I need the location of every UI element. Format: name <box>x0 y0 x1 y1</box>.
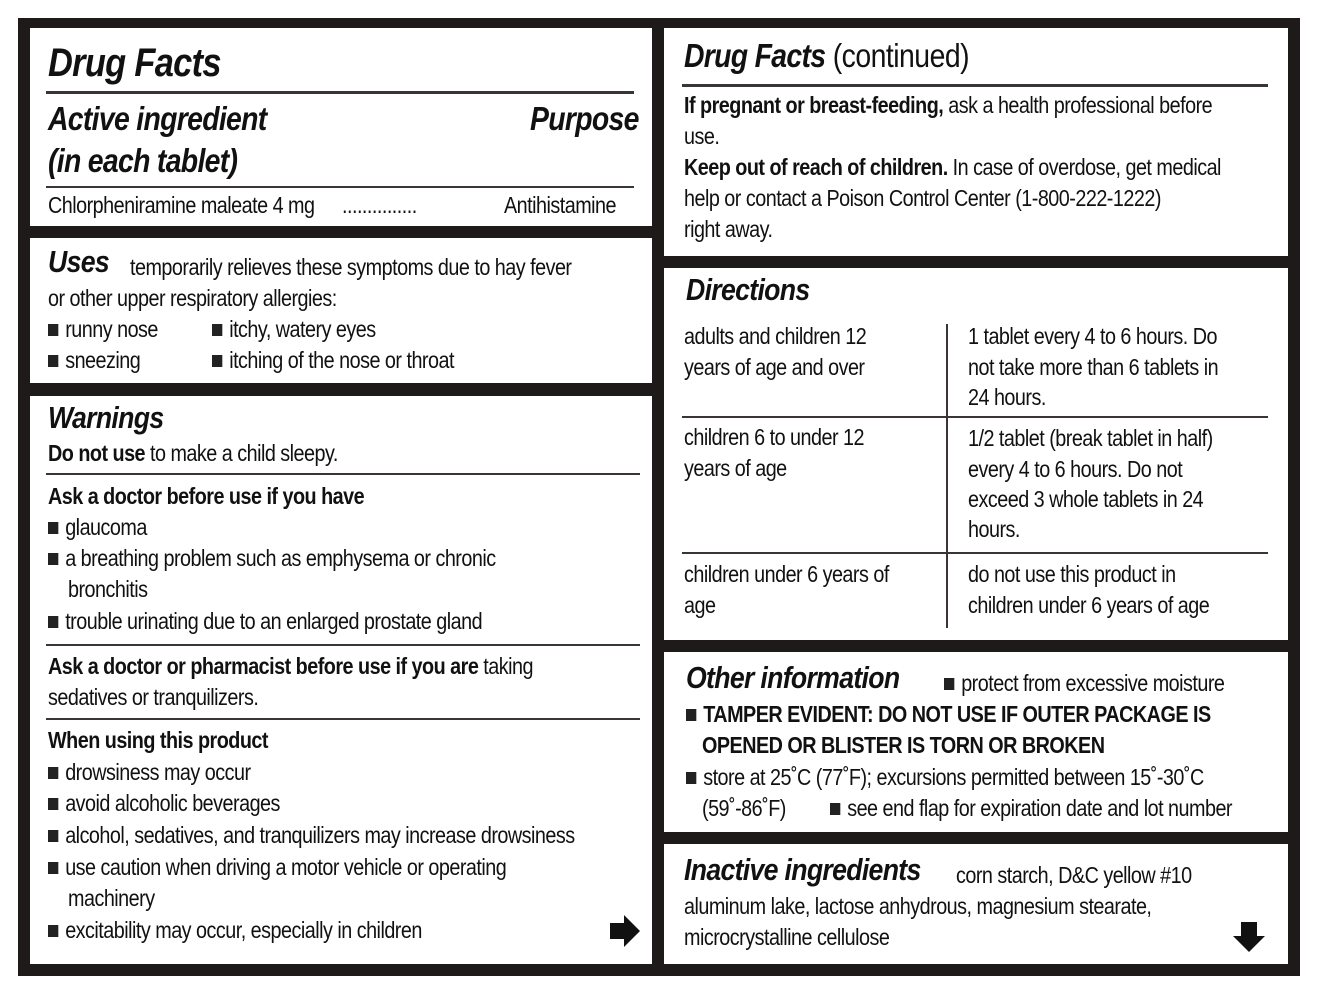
divider <box>46 644 640 646</box>
do-not-use: Do not use to make a child sleepy. <box>48 440 338 466</box>
keep-out-warning: Keep out of reach of children. In case of overdose, get medical <box>684 154 1221 180</box>
list-item: store at 25˚C (77˚F); excursions permitted between 15˚-30˚C <box>686 762 1204 793</box>
table-cell: not take more than 6 tablets in <box>968 354 1219 380</box>
table-cell: years of age and over <box>684 354 865 380</box>
list-item: TAMPER EVIDENT: DO NOT USE IF OUTER PACKAGE IS <box>686 699 1211 730</box>
list-item: itchy, watery eyes <box>212 314 376 345</box>
uses-panel <box>30 238 652 383</box>
purpose-heading: Purpose <box>530 100 639 137</box>
list-item: excitability may occur, especially in children <box>48 915 422 946</box>
list-item: trouble urinating due to an enlarged prostate gland <box>48 606 482 637</box>
ingredient-name: Chlorpheniramine maleate 4 mg <box>48 192 315 218</box>
list-item: alcohol, sedatives, and tranquilizers may increase drowsiness <box>48 820 575 851</box>
square-bullet-icon <box>48 767 58 779</box>
uses-text: or other upper respiratory allergies: <box>48 285 337 311</box>
square-bullet-icon <box>48 925 58 937</box>
uses-text: temporarily relieves these symptoms due to hay fever <box>130 254 572 280</box>
table-cell: age <box>684 592 716 618</box>
table-cell: children under 6 years of age <box>968 592 1210 618</box>
ask-pharmacist: Ask a doctor or pharmacist before use if you are taking <box>48 653 533 679</box>
list-item: glaucoma <box>48 512 147 543</box>
table-cell: 1/2 tablet (break tablet in half) <box>968 425 1213 451</box>
active-ingredient-heading-note: (in each tablet) <box>48 142 238 179</box>
inactive-ingredients-heading: Inactive ingredients <box>684 852 921 887</box>
list-item-continued: OPENED OR BLISTER IS TORN OR BROKEN <box>702 732 1105 758</box>
table-cell: do not use this product in <box>968 561 1176 587</box>
other-information-panel <box>664 652 1288 832</box>
square-bullet-icon <box>212 324 222 336</box>
square-bullet-icon <box>48 616 58 628</box>
square-bullet-icon <box>830 803 840 815</box>
list-item: runny nose <box>48 314 158 345</box>
directions-heading: Directions <box>686 272 810 307</box>
inactive-ingredients-panel <box>664 844 1288 964</box>
continued-title: Drug Facts (continued) <box>684 37 970 74</box>
divider <box>682 84 1268 87</box>
table-row-divider <box>682 416 1268 418</box>
list-item-continued: (59˚-86˚F) <box>702 795 786 821</box>
square-bullet-icon <box>48 355 58 367</box>
table-cell: hours. <box>968 516 1020 542</box>
list-item: protect from excessive moisture <box>944 668 1224 699</box>
divider <box>46 186 634 188</box>
arrow-right-icon <box>608 914 642 948</box>
list-item-continued: machinery <box>68 885 155 911</box>
square-bullet-icon <box>48 553 58 565</box>
continued-panel <box>664 28 1288 256</box>
list-item: drowsiness may occur <box>48 757 251 788</box>
warnings-heading: Warnings <box>48 400 164 435</box>
table-cell: children under 6 years of <box>684 561 889 587</box>
ask-pharmacist-text: sedatives or tranquilizers. <box>48 684 259 710</box>
ask-doctor-heading: Ask a doctor before use if you have <box>48 483 365 509</box>
square-bullet-icon <box>686 709 696 721</box>
list-item: see end flap for expiration date and lot number <box>830 793 1232 824</box>
list-item: itching of the nose or throat <box>212 345 454 376</box>
pregnant-warning: If pregnant or breast-feeding, ask a health professional before <box>684 92 1213 118</box>
square-bullet-icon <box>686 772 696 784</box>
table-cell: children 6 to under 12 <box>684 424 864 450</box>
ingredient-purpose: Antihistamine <box>504 192 617 218</box>
list-item: sneezing <box>48 345 140 376</box>
table-column-divider <box>946 324 948 628</box>
when-using-heading: When using this product <box>48 727 268 753</box>
divider <box>46 718 640 720</box>
inactive-ingredients-text: corn starch, D&C yellow #10 <box>956 862 1192 888</box>
table-cell: years of age <box>684 455 787 481</box>
square-bullet-icon <box>48 522 58 534</box>
table-cell: exceed 3 whole tablets in 24 <box>968 486 1204 512</box>
table-row-divider <box>682 552 1268 554</box>
leader-dots: ............... <box>342 192 417 218</box>
list-item: avoid alcoholic beverages <box>48 788 280 819</box>
active-ingredient-panel <box>30 28 652 226</box>
keep-out-text: help or contact a Poison Control Center (1-800-222-1222) <box>684 185 1161 211</box>
table-cell: adults and children 12 <box>684 323 867 349</box>
table-cell: every 4 to 6 hours. Do not <box>968 456 1183 482</box>
inactive-ingredients-text: aluminum lake, lactose anhydrous, magnesium stearate, <box>684 893 1152 919</box>
other-information-heading: Other information <box>686 660 900 695</box>
warnings-panel <box>30 396 652 964</box>
table-cell: 24 hours. <box>968 384 1046 410</box>
uses-heading: Uses <box>48 244 109 279</box>
keep-out-text: right away. <box>684 216 773 242</box>
list-item-continued: bronchitis <box>68 576 148 602</box>
table-cell: 1 tablet every 4 to 6 hours. Do <box>968 323 1217 349</box>
square-bullet-icon <box>944 678 954 690</box>
inactive-ingredients-text: microcrystalline cellulose <box>684 924 890 950</box>
directions-panel <box>664 268 1288 640</box>
list-item: a breathing problem such as emphysema or chronic <box>48 543 496 574</box>
square-bullet-icon <box>48 798 58 810</box>
square-bullet-icon <box>48 324 58 336</box>
divider <box>46 91 634 94</box>
active-ingredient-heading: Active ingredient <box>48 100 267 137</box>
square-bullet-icon <box>48 830 58 842</box>
list-item: use caution when driving a motor vehicle or operating <box>48 852 506 883</box>
square-bullet-icon <box>212 355 222 367</box>
pregnant-warning-text: use. <box>684 123 720 149</box>
drug-facts-title: Drug Facts <box>48 41 221 85</box>
divider <box>46 473 640 475</box>
square-bullet-icon <box>48 862 58 874</box>
arrow-down-icon <box>1232 920 1266 954</box>
